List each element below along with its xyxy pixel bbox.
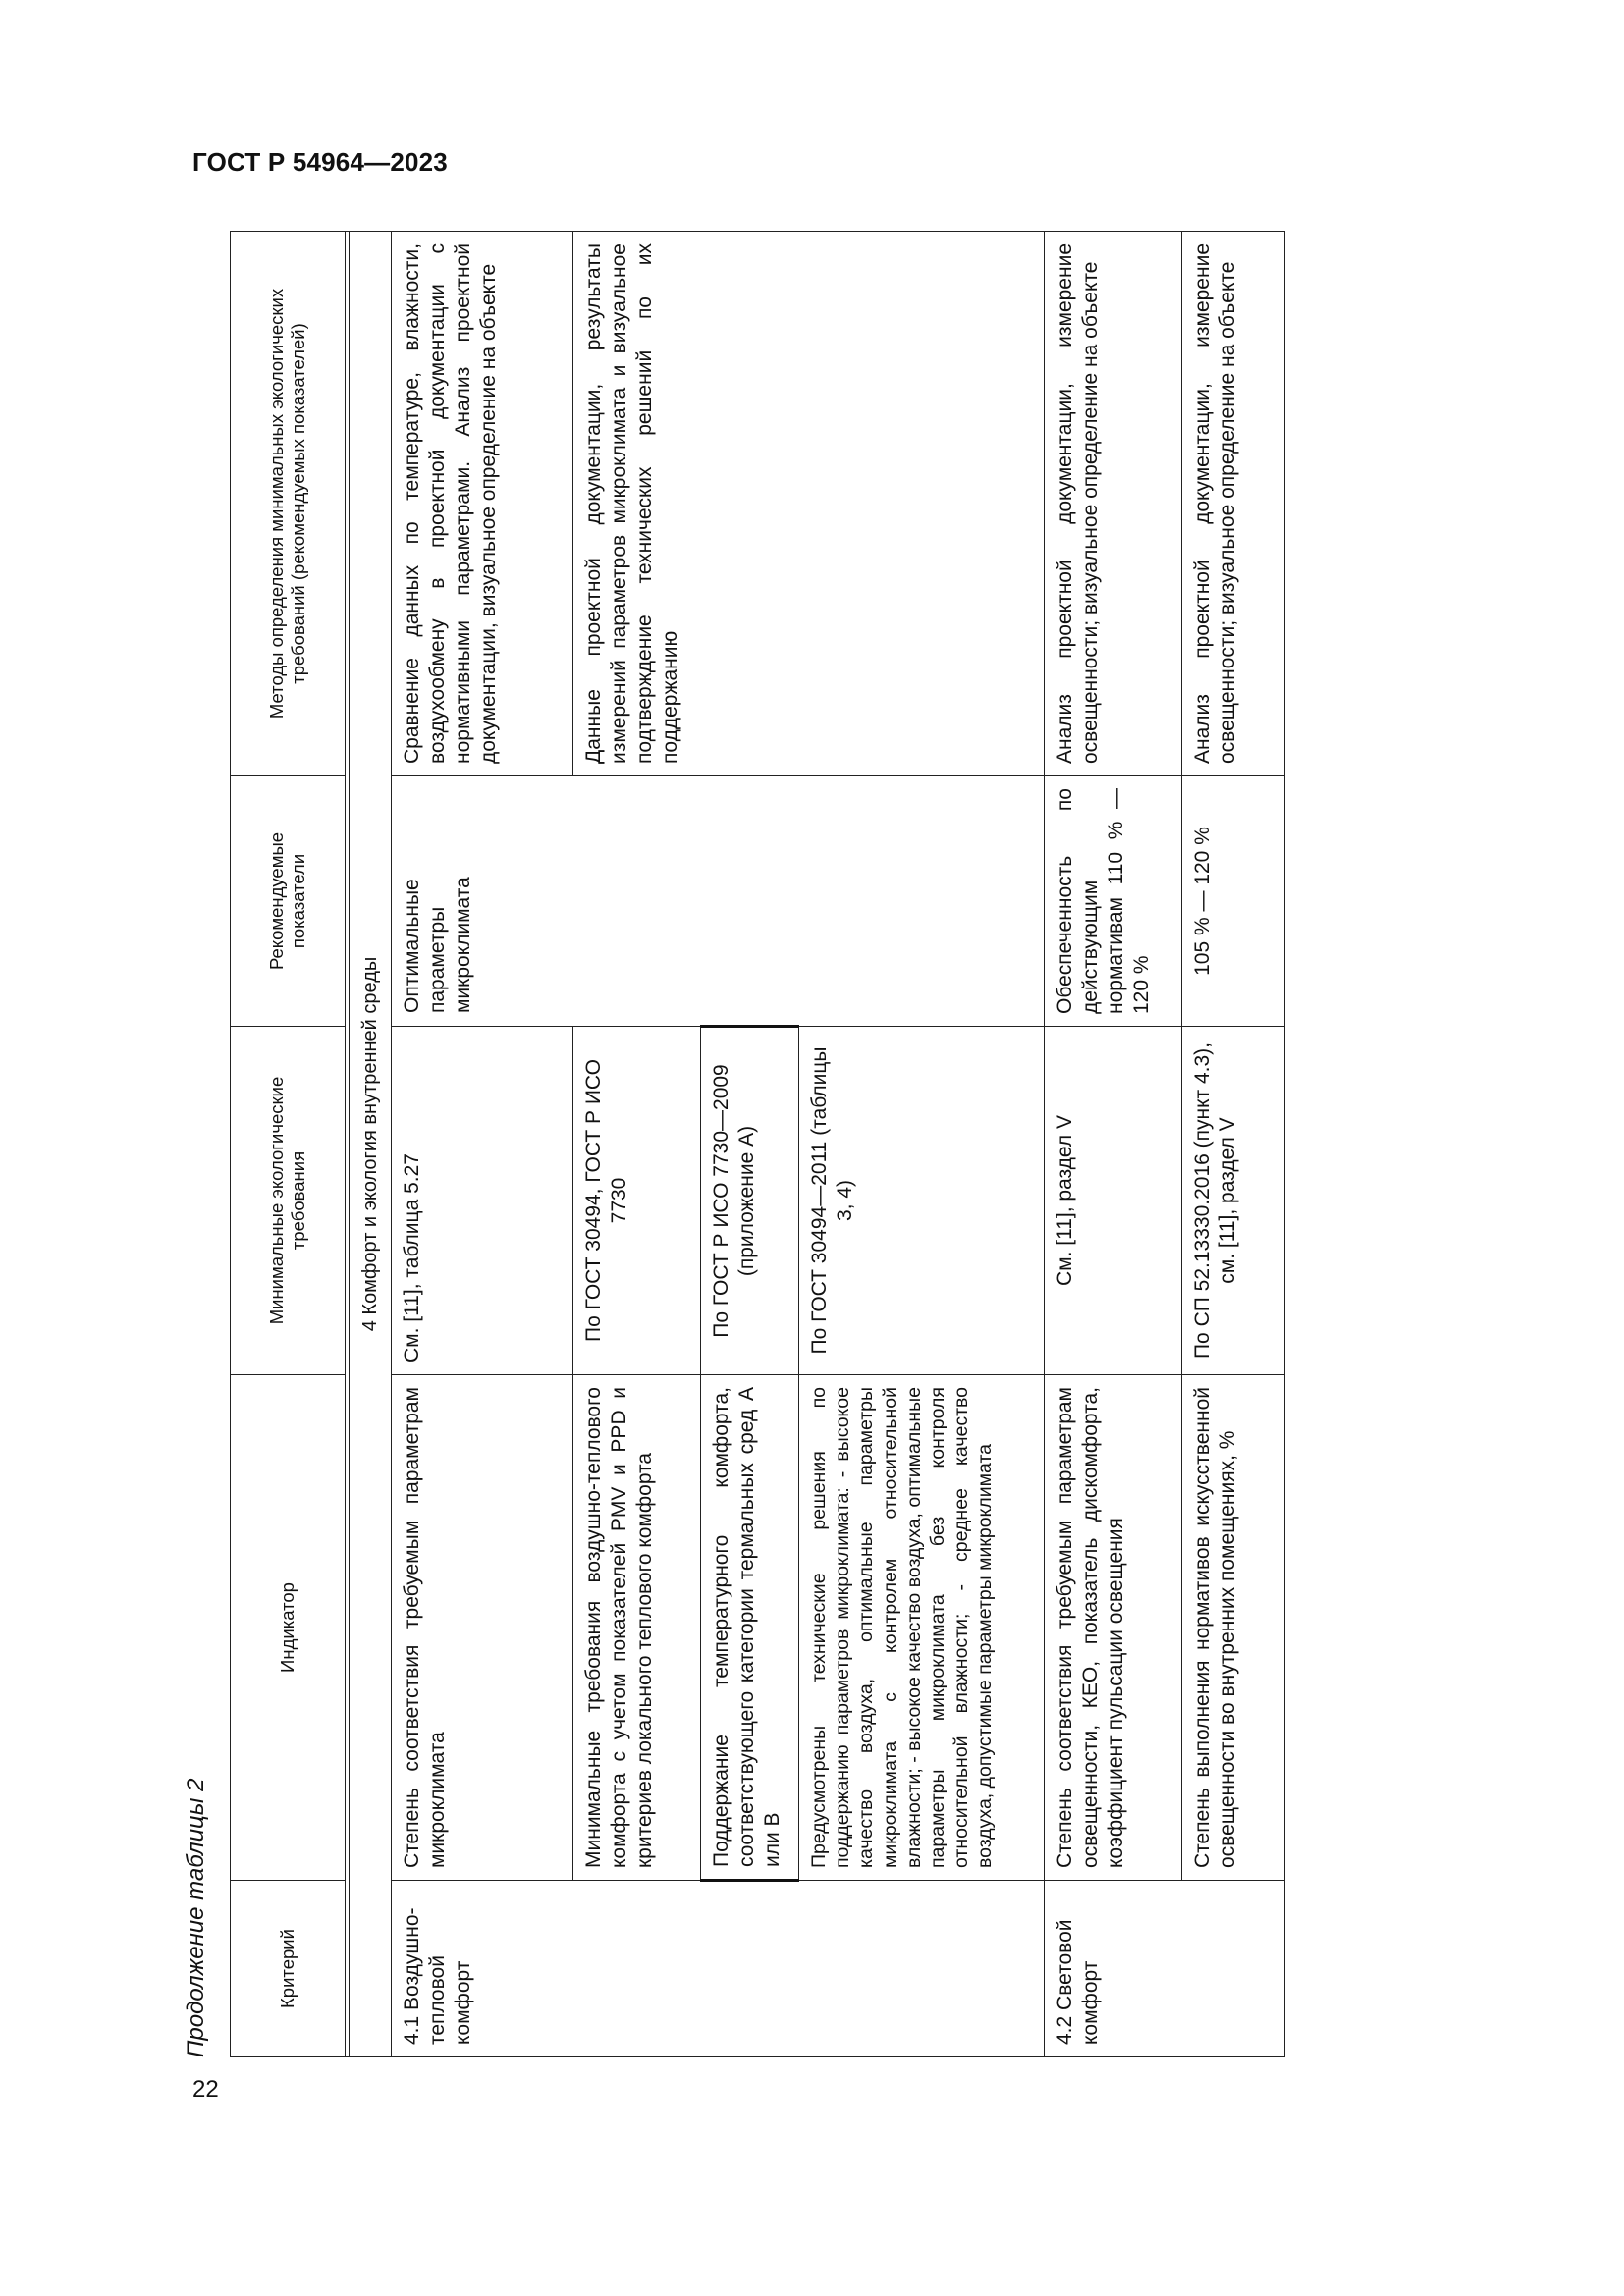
indicator-cell: Поддержание температурного комфорта, соответствующего категории термальных сред А или В: [701, 1375, 799, 1881]
requirements-table: [230, 231, 1285, 2057]
column-header-criterion: Критерий: [231, 1881, 346, 2057]
rotated-table-block: [183, 232, 1379, 2057]
table-row: [573, 232, 701, 2057]
method-cell: Сравнение данных по температуре, влажности, воздухообмену в проектной документации с нормативными параметрами. Анализ проектной документации, визуальное определение на объекте: [392, 232, 573, 776]
table-caption: Продолжение таблицы 2: [183, 1778, 209, 2057]
indicator-cell: Степень соответствия требуемым параметрам освещенности, КЕО, показатель дискомфорта, коэффициент пульсации освещения: [1045, 1375, 1182, 1881]
column-header-recommended: Рекомендуемые показатели: [231, 776, 346, 1027]
column-header-indicator: Индикатор: [231, 1375, 346, 1881]
method-cell: Анализ проектной документации, измерение освещенности; визуальное определение на объекте: [1045, 232, 1182, 776]
requirement-cell: По ГОСТ 30494—2011 (таблицы 3, 4): [799, 1027, 1045, 1375]
criterion-cell: 4.2 Световой комфорт: [1045, 1881, 1285, 2057]
table-row: [1045, 232, 1182, 2057]
method-cell: Анализ проектной документации, измерение освещенности; визуальное определение на объекте: [1182, 232, 1285, 776]
table-row: [1182, 232, 1285, 2057]
table-header-row: [231, 232, 346, 2057]
indicator-cell: Степень соответствия требуемым параметрам микроклимата: [392, 1375, 573, 1881]
indicator-cell: Предусмотрены технические решения по поддержанию параметров микроклимата: - высокое качество воздуха, оптимальные параметры микроклимата с контролем относительной влажности; - высокое качество воздуха, оптимальные параметры микроклимата без контроля относительной влажности; - среднее качество воздуха, допустимые параметры микроклимата: [799, 1375, 1045, 1881]
column-header-methods: Методы определения минимальных экологических требований (рекомендуемых показателей): [231, 232, 346, 776]
requirement-cell: См. [11], раздел V: [1045, 1027, 1182, 1375]
indicator-cell: Минимальные требования воздушно-теплового комфорта с учетом показателей PMV и PPD и критериев локального теплового комфорта: [573, 1375, 701, 1881]
recommended-cell: Обеспеченность по действующим нормативам 110 % — 120 %: [1045, 776, 1182, 1027]
document-code-header: ГОСТ Р 54964—2023: [192, 147, 448, 177]
table-row: [392, 232, 573, 2057]
criterion-cell: 4.1 Воздушно-тепловой комфорт: [392, 1881, 1045, 2057]
section-title: 4 Комфорт и экология внутренней среды: [350, 232, 392, 2057]
section-row: [350, 232, 392, 2057]
column-header-min-requirements: Минимальные экологические требования: [231, 1027, 346, 1375]
requirement-cell: По ГОСТ Р ИСО 7730—2009 (приложение А): [701, 1027, 799, 1375]
method-cell: Данные проектной документации, результаты измерений параметров микроклимата и визуальное подтверждение технических решений по их поддержанию: [573, 232, 1045, 776]
indicator-cell: Степень выполнения нормативов искусственной освещенности во внутренних помещениях, %: [1182, 1375, 1285, 1881]
requirement-cell: См. [11], таблица 5.27: [392, 1027, 573, 1375]
requirement-cell: По ГОСТ 30494, ГОСТ Р ИСО 7730: [573, 1027, 701, 1375]
requirement-cell: По СП 52.13330.2016 (пункт 4.3), см. [11], раздел V: [1182, 1027, 1285, 1375]
recommended-cell: Оптимальные параметры микроклимата: [392, 776, 1045, 1027]
page-number: 22: [192, 2076, 219, 2103]
recommended-cell: 105 % — 120 %: [1182, 776, 1285, 1027]
